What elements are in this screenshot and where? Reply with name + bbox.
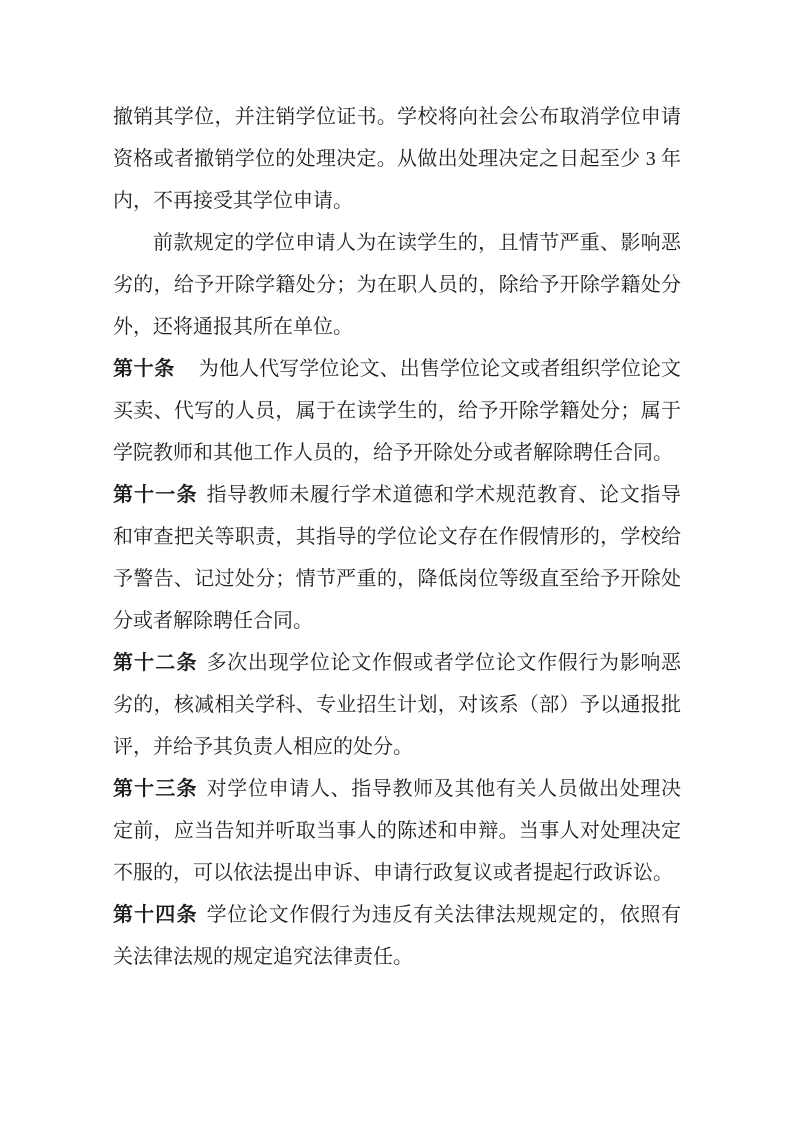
article-number: 第十四条 bbox=[113, 904, 198, 926]
article-text: 多次出现学位论文作假或者学位论文作假行为影响恶劣的，核减相关学科、专业招生计划，对该系（部）予以通报批评，并给予其负责人相应的处分。 bbox=[113, 652, 682, 758]
article-number: 第十条 bbox=[113, 358, 175, 380]
paragraph-article-14 bbox=[113, 894, 681, 978]
article-text: 为他人代写学位论文、出售学位论文或者组织学位论文买卖、代写的人员，属于在读学生的，给予开除学籍处分；属于学院教师和其他工作人员的，给予开除处分或者解除聘任合同。 bbox=[113, 358, 682, 464]
document-text-block bbox=[113, 96, 681, 978]
article-number: 第十二条 bbox=[113, 652, 198, 674]
paragraph-continuation bbox=[113, 96, 681, 222]
article-number: 第十三条 bbox=[113, 778, 198, 800]
paragraph-article-11 bbox=[113, 474, 681, 642]
article-text: 学位论文作假行为违反有关法律法规规定的，依照有关法律法规的规定追究法律责任。 bbox=[113, 904, 682, 968]
article-text: 对学位申请人、指导教师及其他有关人员做出处理决定前，应当告知并听取当事人的陈述和申辩。当事人对处理决定不服的，可以依法提出申诉、申请行政复议或者提起行政诉讼。 bbox=[113, 778, 682, 884]
paragraph-text: 撤销其学位，并注销学位证书。学校将向社会公布取消学位申请资格或者撤销学位的处理决定。从做出处理决定之日起至少 3 年内，不再接受其学位申请。 bbox=[113, 106, 681, 212]
paragraph-prior-clause bbox=[113, 222, 681, 348]
paragraph-article-12 bbox=[113, 642, 681, 768]
paragraph-text: 前款规定的学位申请人为在读学生的，且情节严重、影响恶劣的，给予开除学籍处分；为在职人员的，除给予开除学籍处分外，还将通报其所在单位。 bbox=[113, 232, 681, 338]
paragraph-article-13 bbox=[113, 768, 681, 894]
paragraph-article-10 bbox=[113, 348, 681, 474]
article-number: 第十一条 bbox=[113, 484, 198, 506]
article-text: 指导教师未履行学术道德和学术规范教育、论文指导和审查把关等职责，其指导的学位论文存在作假情形的，学校给予警告、记过处分；情节严重的，降低岗位等级直至给予开除处分或者解除聘任合同。 bbox=[113, 484, 682, 632]
